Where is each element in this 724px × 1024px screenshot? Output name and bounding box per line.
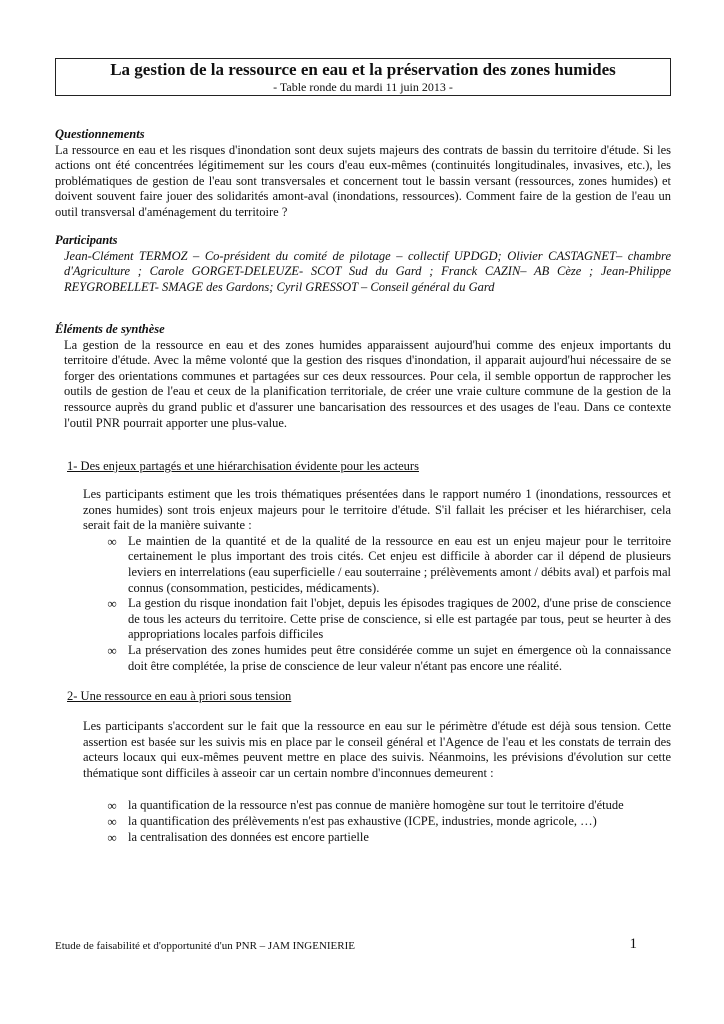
list-item <box>83 814 671 830</box>
list-item-text: la quantification de la ressource n'est pas connue de manière homogène sur tout le territoire d'étude <box>128 798 624 813</box>
questionnements-heading: Questionnements <box>55 127 145 141</box>
list-item <box>83 596 671 643</box>
infinity-bullet-icon: ∞ <box>107 533 117 549</box>
title-box <box>55 58 671 96</box>
infinity-bullet-icon: ∞ <box>107 642 117 658</box>
participants-heading: Participants <box>55 233 118 247</box>
section1-list <box>83 534 671 674</box>
list-item <box>83 798 671 814</box>
section2-list <box>83 798 671 845</box>
page-subtitle: - Table ronde du mardi 11 juin 2013 - <box>273 80 453 94</box>
infinity-bullet-icon: ∞ <box>107 798 117 814</box>
infinity-bullet-icon: ∞ <box>107 596 117 612</box>
section2-heading: 2- Une ressource en eau à priori sous tension <box>67 689 292 703</box>
synthese-heading: Éléments de synthèse <box>55 322 165 336</box>
section1-heading: 1- Des enjeux partagés et une hiérarchisation évidente pour les acteurs <box>67 459 419 473</box>
list-item <box>83 643 671 674</box>
list-item-text: la centralisation des données est encore partielle <box>128 829 369 844</box>
section1-body <box>83 487 671 674</box>
section1-intro: Les participants estiment que les trois thématiques présentées dans le rapport numéro 1 (inondations, ressources et zones humides) sont trois enjeux majeurs pour le territoire d'étude. S'il fallait les préciser et les hiérarchiser, cela serait fait de la manière suivante : <box>83 487 671 533</box>
participants-section <box>55 233 671 295</box>
infinity-bullet-icon: ∞ <box>107 829 117 845</box>
list-item-text: La gestion du risque inondation fait l'objet, depuis les épisodes tragiques de 2002, d'une prise de conscience de tous les acteurs du territoire. Cette prise de conscience, si elle est partagée par tous, peut se heurter à des appropriations locales parfois difficiles <box>128 596 671 642</box>
questionnements-text: La ressource en eau et les risques d'inondation sont deux sujets majeurs des contrats de bassin du territoire d'étude. Si les actions ont été concentrées légitimement sur les cours d'eau eux-mêmes (continuités longitudinales, invasives, etc.), les problématiques de gestion de l'eau sont transversales et concernent tout le bassin versant (ressources, zones humides) et doivent souvent faire jouer des solidarités amont-aval (inondations, ressources). Comment faire de la gestion de l'eau un outil transversal d'aménagement du territoire ? <box>55 142 671 219</box>
page-number: 1 <box>629 936 637 952</box>
participants-text: Jean-Clément TERMOZ – Co-président du comité de pilotage – collectif UPDGD; Olivier CASTAGNET– chambre d'Agriculture ; Carole GORGET-DELEUZE- SCOT Sud du Gard ; Franck CAZIN– AB Cèze ; Jean-Philippe REYGROBELLET- SMAGE des Gardons; Cyril GRESSOT – Conseil général du Gard <box>64 248 671 294</box>
list-item-text: la quantification des prélèvements n'est pas exhaustive (ICPE, industries, monde agricole, …) <box>128 813 597 828</box>
section2-intro: Les participants s'accordent sur le fait que la ressource en eau sur le périmètre d'étude est déjà sous tension. Cette assertion est basée sur les suivis mis en place par le conseil général et l'Agence de l'eau et les constats de terrain des acteurs locaux qui eux-mêmes peuvent mettre en place des suivis. Néanmoins, les prévisions d'évolution sur cette thématique sont difficiles à asseoir car un certain nombre d'inconnues demeurent : <box>83 719 671 780</box>
section2-body <box>83 719 671 845</box>
footer-text: Etude de faisabilité et d'opportunité d'un PNR – JAM INGENIERIE <box>55 940 355 952</box>
synthese-section <box>55 322 671 431</box>
list-item-text: Le maintien de la quantité et de la qualité de la ressource en eau est un enjeu majeur pour le territoire certainement le plus important des trois cités. Cet enjeu est difficile à aborder car il dépend de plusieurs leviers en interrelations (eau superficielle / eau souterraine ; prélèvements amont / débits aval) et parfois mal connus (consommation, pesticides, médicaments). <box>128 533 671 595</box>
list-item-text: La préservation des zones humides peut être considérée comme un sujet en émergence où la connaissance doit être complétée, la prise de conscience de leur valeur n'étant pas encore une réalité. <box>128 642 671 673</box>
list-item <box>83 830 671 846</box>
questionnements-section <box>55 127 671 221</box>
synthese-text: La gestion de la ressource en eau et des zones humides apparaissent aujourd'hui comme des enjeux importants du territoire d'étude. Avec la même volonté que la gestion des risques d'inondation, il apparait aujourd'hui nécessaire de se forger des orientations communes et partagées sur ces deux ressources. Pour cela, il semble opportun de rapprocher les outils de gestion de l'eau et ceux de la planification territoriale, de créer une vraie culture commune de la gestion de la ressource auprès du grand public et d'assurer une bancarisation des ressources et des usages de l'eau. Dans ce contexte l'outil PNR pourrait apporter une plus-value. <box>64 337 671 430</box>
infinity-bullet-icon: ∞ <box>107 813 117 829</box>
page-title: La gestion de la ressource en eau et la préservation des zones humides <box>110 60 616 79</box>
list-item <box>83 534 671 596</box>
